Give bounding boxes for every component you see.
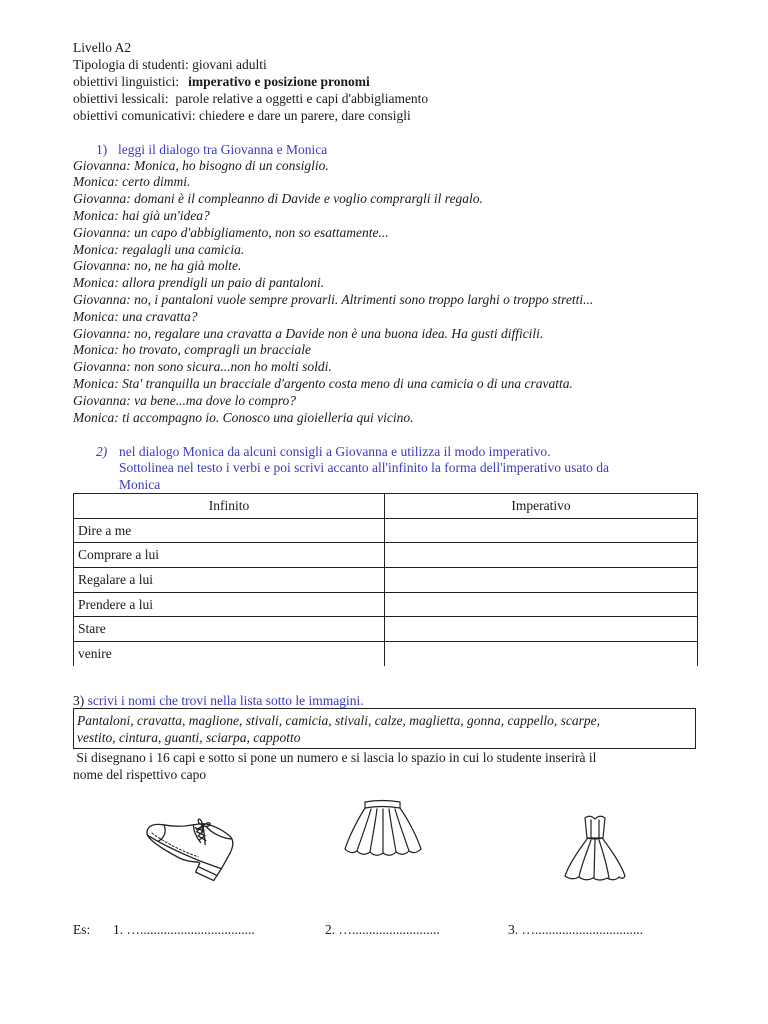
exercise-1-number: 1) — [96, 141, 108, 157]
exercise-1-instruction: leggi il dialogo tra Giovanna e Monica — [118, 141, 328, 157]
imperativo-cell — [385, 543, 698, 568]
dialogue-line: Monica: ti accompagno io. Conosco una gioielleria qui vicino. — [73, 409, 414, 425]
teacher-note — [73, 749, 596, 783]
linguistic-objectives-label: obiettivi linguistici: — [73, 73, 180, 89]
word-list-line: vestito, cintura, guanti, sciarpa, cappotto — [77, 729, 301, 745]
dialogue-line: Monica: regalagli una camicia. — [73, 241, 245, 257]
table-row — [74, 543, 698, 568]
dress-icon — [563, 812, 627, 884]
exercise-2-instruction — [119, 444, 609, 494]
student-type-line: Tipologia di studenti: giovani adulti — [73, 56, 267, 72]
dialogue — [73, 158, 593, 427]
worksheet-header — [73, 39, 428, 124]
exercise-3-instruction: scrivi i nomi che trovi nella lista sotto le immagini. — [87, 692, 364, 708]
infinito-cell: Stare — [74, 617, 385, 642]
imperativo-header: Imperativo — [385, 494, 698, 519]
imperativo-cell — [385, 568, 698, 593]
dialogue-line: Giovanna: non sono sicura...non ho molti soldi. — [73, 359, 332, 375]
table-row — [74, 518, 698, 543]
verb-table — [73, 493, 698, 666]
note-line: nome del rispettivo capo — [73, 766, 207, 782]
instruction-line: Sottolinea nel testo i verbi e poi scrivi accanto all'infinito la forma dell'imperativo usato da — [119, 460, 609, 476]
imperativo-cell — [385, 642, 698, 666]
imperativo-cell — [385, 518, 698, 543]
table-row — [74, 568, 698, 593]
dialogue-line: Monica: una cravatta? — [73, 308, 198, 324]
linguistic-objectives-value: imperativo e posizione pronomi — [188, 73, 370, 89]
infinito-cell: Comprare a lui — [74, 543, 385, 568]
table-header-row — [74, 494, 698, 519]
exercise-3-number: 3) — [73, 692, 85, 708]
answer-blank-3: 3. …................................ — [508, 921, 643, 937]
table-row — [74, 592, 698, 617]
table-row — [74, 617, 698, 642]
word-list-box — [73, 708, 696, 749]
shoe-icon — [138, 794, 238, 888]
infinito-cell: Regalare a lui — [74, 568, 385, 593]
dialogue-line: Giovanna: un capo d'abbigliamento, non so esattamente... — [73, 224, 389, 240]
dialogue-line: Monica: ho trovato, compragli un bracciale — [73, 342, 311, 358]
dialogue-line: Giovanna: va bene...ma dove lo compro? — [73, 392, 296, 408]
infinito-header: Infinito — [74, 494, 385, 519]
instruction-line: nel dialogo Monica da alcuni consigli a Giovanna e utilizza il modo imperativo. — [119, 443, 551, 459]
table-row — [74, 642, 698, 666]
imperativo-cell — [385, 617, 698, 642]
word-list — [77, 712, 600, 746]
communicative-objectives-line: obiettivi comunicativi: chiedere e dare un parere, dare consigli — [73, 107, 411, 123]
dialogue-line: Monica: Sta' tranquilla un bracciale d'argento costa meno di una camicia o di una cravatta. — [73, 375, 573, 391]
word-list-line: Pantaloni, cravatta, maglione, stivali, camicia, stivali, calze, maglietta, gonna, cappello, scarpe, — [77, 712, 601, 728]
dialogue-line: Giovanna: Monica, ho bisogno di un consiglio. — [73, 157, 329, 173]
note-line: Si disegnano i 16 capi e sotto si pone un numero e si lascia lo spazio in cui lo studente inserirà il — [73, 749, 597, 765]
answer-blank-2: 2. ….......................... — [325, 921, 440, 937]
exercise-2-number: 2) — [96, 443, 108, 459]
dialogue-line: Giovanna: no, regalare una cravatta a Davide non è una buona idea. Ha gusti difficili. — [73, 325, 544, 341]
dialogue-line: Giovanna: domani è il compleanno di Davide e voglio comprargli il regalo. — [73, 191, 483, 207]
dialogue-line: Giovanna: no, i pantaloni vuole sempre provarli. Altrimenti sono troppo larghi o troppo stretti... — [73, 291, 594, 307]
answer-blank-1: 1. ….................................. — [113, 921, 255, 937]
instruction-line: Monica — [119, 476, 161, 492]
infinito-cell: Dire a me — [74, 518, 385, 543]
infinito-cell: venire — [74, 642, 385, 666]
lexical-objectives-line: obiettivi lessicali: parole relative a oggetti e capi d'abbigliamento — [73, 90, 429, 106]
dialogue-line: Monica: certo dimmi. — [73, 174, 191, 190]
answers-prefix: Es: — [73, 921, 91, 937]
level-line: Livello A2 — [73, 39, 132, 55]
skirt-icon — [343, 799, 423, 861]
exercise-3-title — [73, 692, 364, 709]
infinito-cell: Prendere a lui — [74, 592, 385, 617]
dialogue-line: Monica: hai già un'idea? — [73, 207, 210, 223]
imperativo-cell — [385, 592, 698, 617]
dialogue-line: Monica: allora prendigli un paio di pantaloni. — [73, 275, 325, 291]
linguistic-objectives-line — [73, 73, 428, 90]
dialogue-line: Giovanna: no, ne ha già molte. — [73, 258, 242, 274]
